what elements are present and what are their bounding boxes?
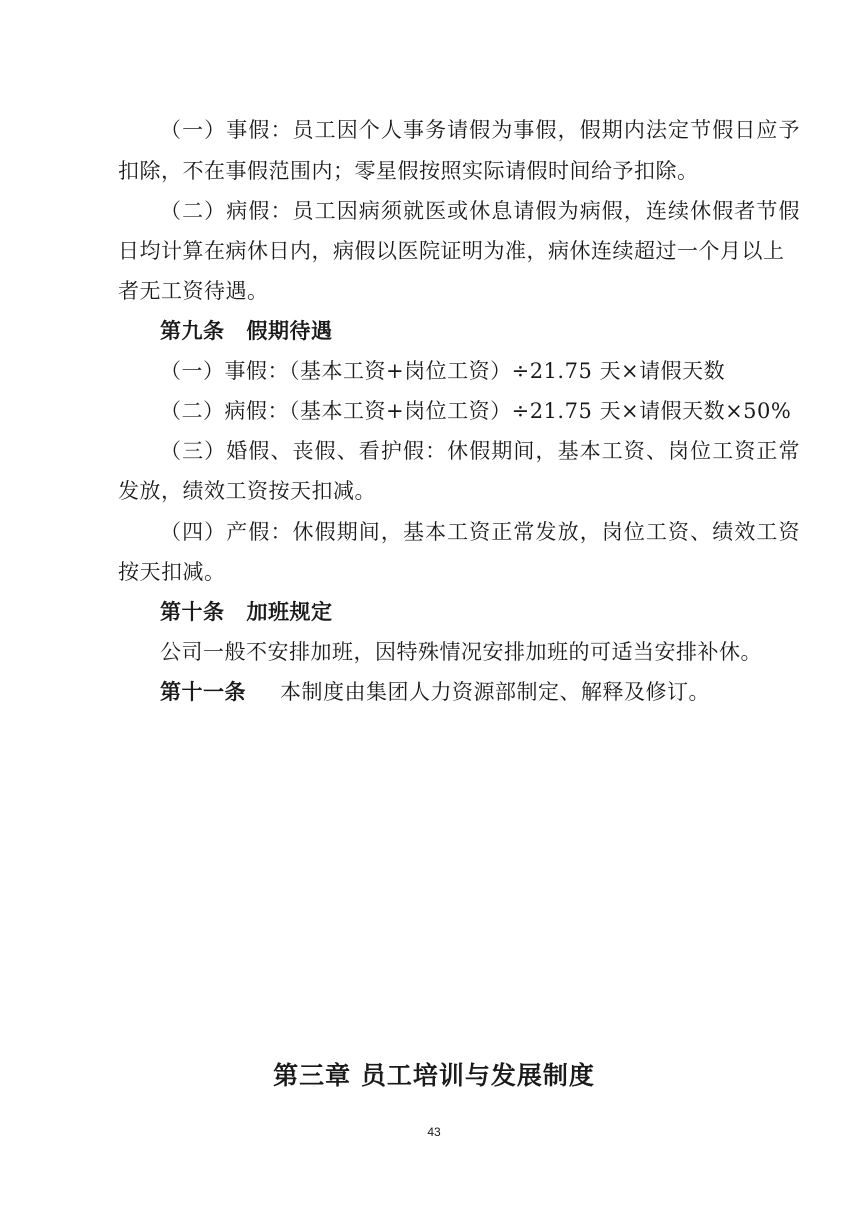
paragraph-overtime: 公司一般不安排加班，因特殊情况安排加班的可适当安排补休。 xyxy=(160,640,762,664)
paragraph-sick-leave-line-1: （二）病假：员工因病须就医或休息请假为病假，连续休假者节假 xyxy=(160,199,800,223)
paragraph-personal-leave-line-2: 扣除，不在事假范围内；零星假按照实际请假时间给予扣除。 xyxy=(118,159,699,183)
page-number: 43 xyxy=(427,1125,441,1139)
article-10-number: 第十条 xyxy=(160,600,225,624)
paragraph-sick-leave-line-2: 日均计算在病休日内，病假以医院证明为准，病休连续超过一个月以上 xyxy=(118,239,785,263)
article-9-heading xyxy=(160,316,800,346)
article-11-text: 本制度由集团人力资源部制定、解释及修订。 xyxy=(280,680,710,704)
paragraph-marriage-leave-line-1: （三）婚假、丧假、看护假：休假期间，基本工资、岗位工资正常 xyxy=(160,439,800,463)
article-11-number: 第十一条 xyxy=(160,680,246,704)
chapter-heading: 第三章 员工培训与发展制度 xyxy=(273,1061,595,1090)
paragraph-personal-leave-line-1: （一）事假：员工因个人事务请假为事假，假期内法定节假日应予 xyxy=(160,118,800,142)
article-9-title: 假期待遇 xyxy=(246,319,333,343)
article-9-number: 第九条 xyxy=(160,319,225,343)
article-10-heading xyxy=(160,597,800,627)
paragraph-sick-leave-line-3: 者无工资待遇。 xyxy=(118,279,269,303)
article-11 xyxy=(160,677,800,707)
paragraph-marriage-leave-line-2: 发放，绩效工资按天扣减。 xyxy=(118,479,376,503)
paragraph-maternity-leave-line-2: 按天扣减。 xyxy=(118,560,226,584)
formula-sick-leave: （二）病假：（基本工资+岗位工资）÷21.75 天×请假天数×50% xyxy=(160,399,792,423)
paragraph-maternity-leave-line-1: （四）产假：休假期间，基本工资正常发放，岗位工资、绩效工资 xyxy=(160,520,800,544)
formula-personal-leave: （一）事假：（基本工资+岗位工资）÷21.75 天×请假天数 xyxy=(160,359,726,383)
article-10-title: 加班规定 xyxy=(246,600,333,624)
